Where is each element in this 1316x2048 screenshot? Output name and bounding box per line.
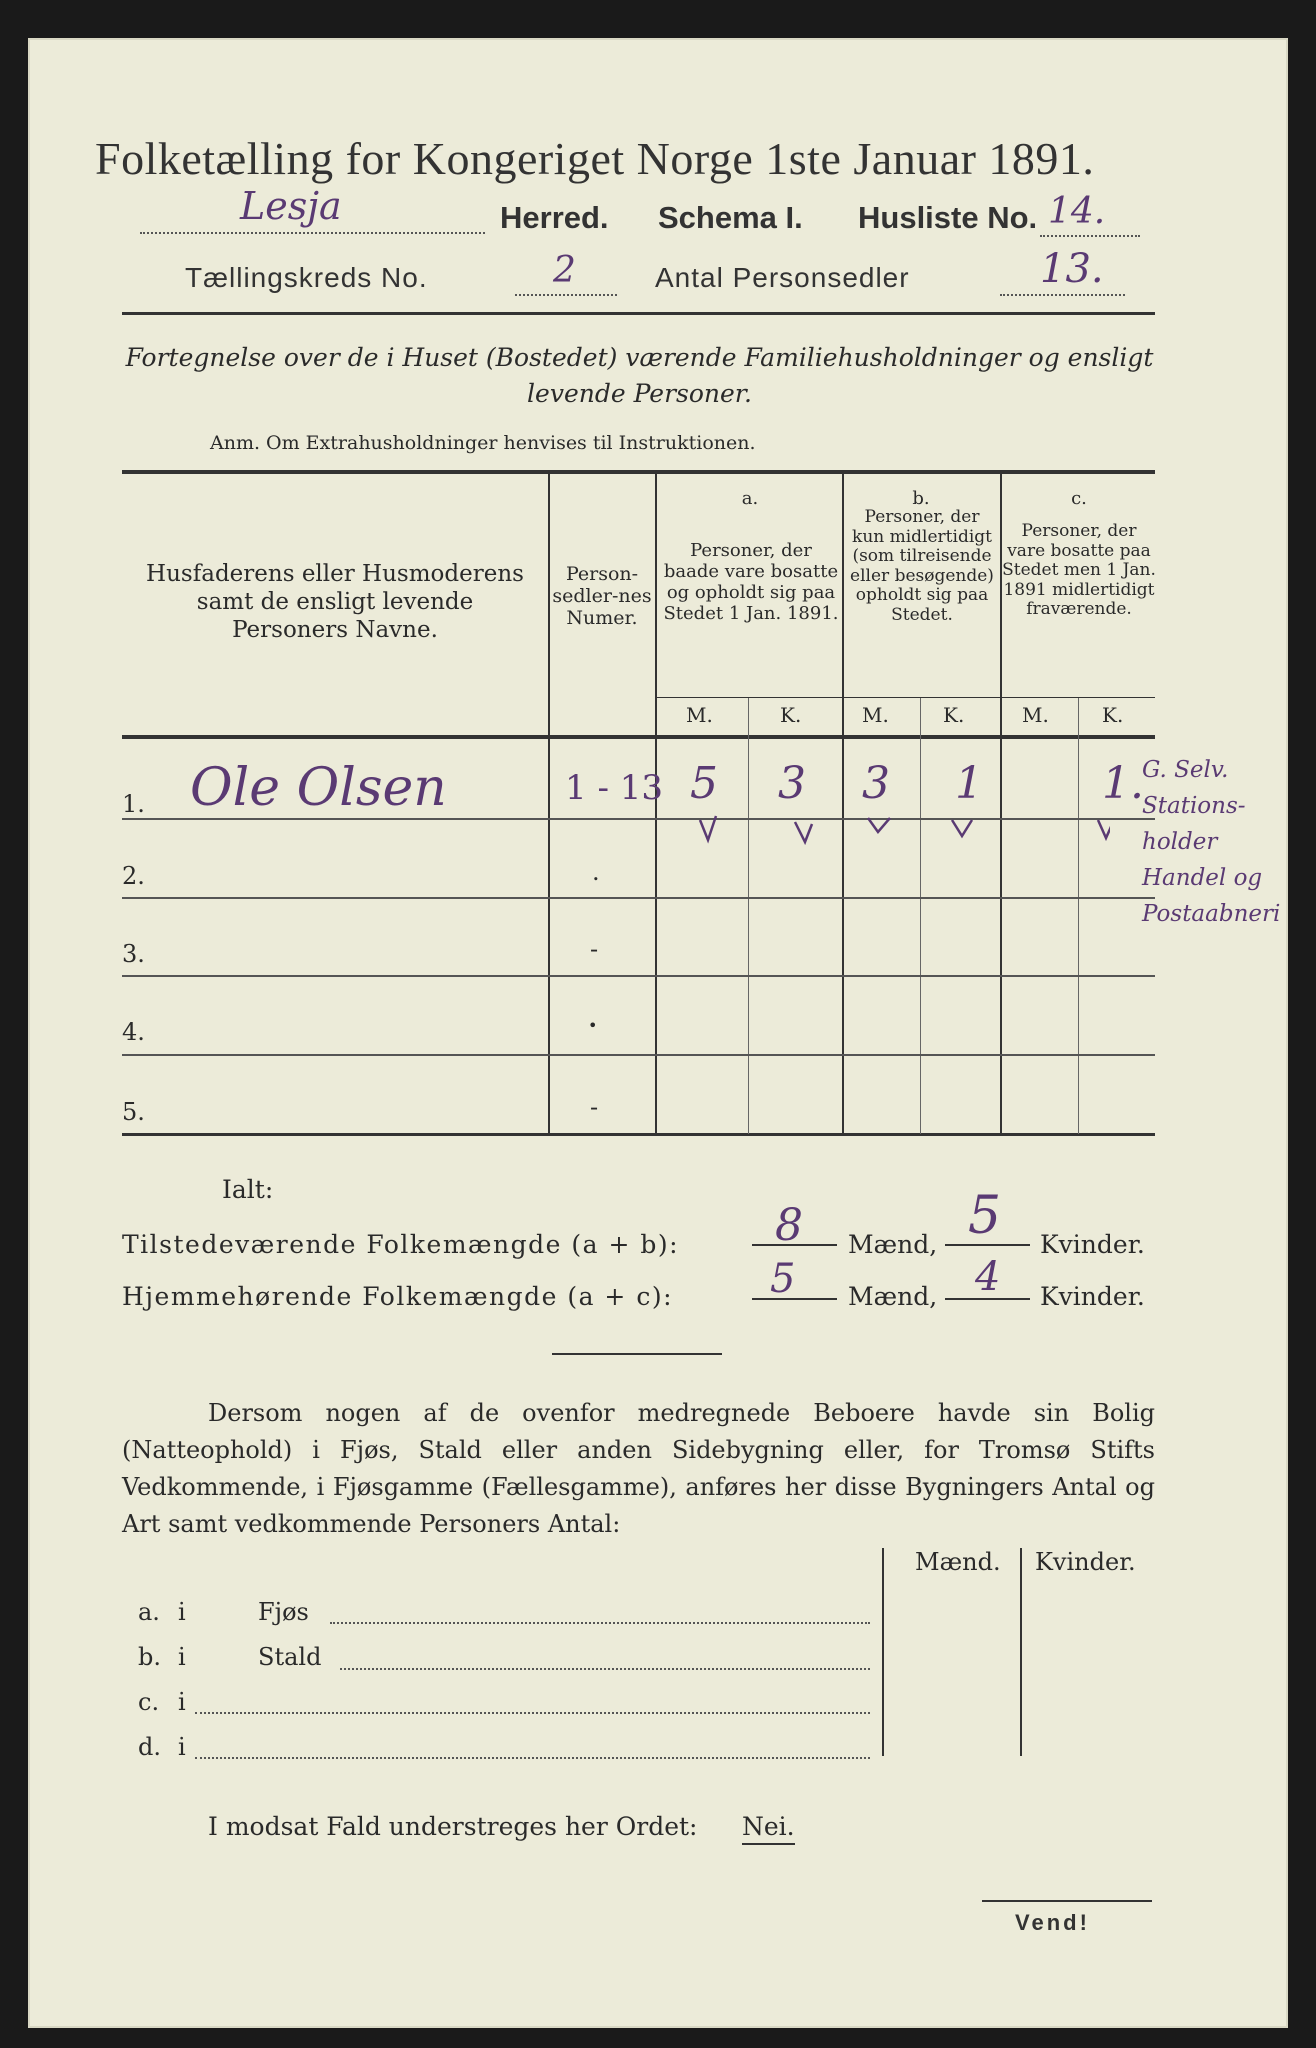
row-number: 5. — [122, 1098, 145, 1126]
building-label: Stald — [258, 1643, 322, 1671]
building-label: Fjøs — [258, 1598, 309, 1626]
buildings-col-divider — [882, 1548, 884, 1756]
antal-value: 13. — [1040, 246, 1104, 292]
row-rule — [122, 897, 1155, 899]
subtitle-line2: levende Personer. — [527, 379, 752, 408]
tilstede-kvinder: Kvinder. — [1040, 1230, 1145, 1259]
col-b-header: Personer, der kun midlertidigt (som tilreisende eller besøgende) opholdt sig paa Stedet. — [850, 507, 994, 625]
check-mark — [952, 820, 972, 836]
hjemme-kvinder: Kvinder. — [1040, 1282, 1145, 1311]
row-b-m[interactable]: 3 — [862, 758, 890, 809]
header-rule — [122, 312, 1155, 315]
row-numer[interactable]: - — [590, 1093, 599, 1121]
kreds-value: 2 — [553, 250, 576, 291]
building-prefix: i — [178, 1733, 186, 1761]
form-title: Folketælling for Kongeriget Norge 1ste Januar 1891. — [95, 133, 1095, 184]
tilstede-label: Tilstedeværende Folkemængde (a + b): — [122, 1230, 680, 1259]
maend-header: Mænd. — [915, 1548, 1001, 1576]
footer-rule — [982, 1900, 1152, 1902]
tilstede-k-value[interactable]: 5 — [968, 1186, 1002, 1246]
check-mark — [1098, 820, 1110, 838]
herred-field[interactable] — [140, 184, 485, 234]
row-numer[interactable]: . — [592, 858, 600, 886]
vend-label: Vend! — [1015, 1910, 1090, 1935]
building-dotline[interactable] — [330, 1620, 870, 1624]
kvinder-header: Kvinder. — [1035, 1548, 1136, 1576]
row-rule — [122, 1054, 1155, 1056]
kreds-label: Tællingskreds No. — [185, 262, 428, 293]
check-mark — [795, 822, 812, 842]
hjemme-label: Hjemmehørende Folkemængde (a + c): — [122, 1282, 673, 1311]
hjemme-k-value[interactable]: 4 — [975, 1254, 1001, 1300]
herred-label: Herred. — [500, 200, 609, 235]
row-a-m[interactable]: 5 — [690, 758, 718, 809]
row-a-k[interactable]: 3 — [778, 758, 806, 809]
row-b-k[interactable]: 1 — [955, 758, 983, 809]
husliste-field[interactable] — [1040, 191, 1140, 237]
building-prefix: i — [178, 1598, 186, 1626]
building-prefix: i — [178, 1688, 186, 1716]
col-divider — [842, 474, 844, 1134]
b-m-label: M. — [862, 703, 889, 727]
check-mark — [700, 816, 716, 840]
c-k-label: K. — [1102, 703, 1124, 727]
col-b-letter: b. — [912, 488, 930, 509]
check-marks — [690, 812, 1110, 848]
row-name[interactable]: Ole Olsen — [190, 758, 447, 818]
c-m-label: M. — [1022, 703, 1049, 727]
col-c-header: Personer, der vare bosatte paa Stedet men 1 Jan. 1891 midlertidigt fraværende. — [1002, 521, 1156, 619]
col-a-header: Personer, der baade vare bosatte og opholdt sig paa Stedet 1 Jan. 1891. — [663, 540, 839, 624]
col-divider-mk — [748, 698, 749, 1134]
building-letter: b. — [138, 1643, 161, 1671]
margin-note: G. Selv. Stations-holder Handel og Postaabneri — [1142, 757, 1281, 927]
building-letter: c. — [138, 1688, 160, 1716]
a-k-label: K. — [780, 703, 802, 727]
hjemme-maend: Mænd, — [848, 1282, 938, 1311]
building-dotline[interactable] — [195, 1710, 870, 1714]
row-c-k[interactable]: 1. — [1102, 758, 1144, 809]
census-form-page — [28, 38, 1288, 2028]
a-m-label: M. — [686, 703, 713, 727]
herred-value: Lesja — [240, 184, 342, 228]
row-number: 2. — [122, 862, 145, 890]
separator-rule — [552, 1353, 722, 1355]
ialt-label: Ialt: — [222, 1175, 274, 1204]
modsat-word[interactable]: Nei. — [742, 1812, 795, 1845]
row-number: 1. — [122, 790, 145, 818]
col-divider — [548, 474, 550, 1134]
building-dotline[interactable] — [195, 1755, 870, 1759]
building-prefix: i — [178, 1643, 186, 1671]
row-numer[interactable]: • — [588, 1016, 598, 1035]
hjemme-m-value[interactable]: 5 — [770, 1256, 796, 1302]
check-mark — [868, 818, 890, 832]
tilstede-maend: Mænd, — [848, 1230, 938, 1259]
row-numer[interactable]: 1 - 13 — [565, 768, 663, 808]
antal-field[interactable] — [1000, 246, 1125, 296]
col-names-header: Husfaderens eller Husmoderens samt de ensligt levende Personers Navne. — [146, 561, 524, 643]
row-numer[interactable]: - — [590, 935, 599, 963]
col-divider-mk — [1078, 698, 1079, 1134]
note-anm: Anm. Om Extrahusholdninger henvises til Instruktionen. — [210, 432, 756, 454]
row-number: 4. — [122, 1018, 145, 1046]
subtitle-line1: Fortegnelse over de i Huset (Bostedet) værende Familiehusholdninger og ensligt — [125, 343, 1154, 372]
tilstede-m-value[interactable]: 8 — [775, 1200, 803, 1251]
antal-label: Antal Personsedler — [655, 262, 910, 293]
buildings-col-divider — [1020, 1548, 1022, 1756]
col-a-letter: a. — [741, 488, 759, 509]
col-divider-mk — [920, 698, 921, 1134]
husliste-value: 14. — [1048, 191, 1106, 232]
building-letter: d. — [138, 1733, 161, 1761]
mk-header-rule — [656, 697, 1155, 698]
kreds-field[interactable] — [515, 250, 617, 296]
b-k-label: K. — [943, 703, 965, 727]
building-letter: a. — [138, 1598, 160, 1626]
row-rule — [122, 975, 1155, 977]
schema-label: Schema I. — [658, 200, 803, 235]
row-number: 3. — [122, 940, 145, 968]
building-dotline[interactable] — [340, 1666, 870, 1670]
col-numer-header: Person-sedler-nes Numer. — [552, 563, 652, 629]
col-c-letter: c. — [1071, 488, 1087, 509]
husliste-label: Husliste No. — [858, 200, 1038, 235]
buildings-paragraph: Dersom nogen af de ovenfor medregnede Beboere havde sin Bolig (Natteophold) i Fjøs, Stald eller anden Sidebygning eller, for Tromsø Stifts Vedkommende, i Fjøsgamme (Fællesgamme), anføres her disse Bygningers Antal og Art samt vedkommende Personers Antal: — [122, 1399, 1155, 1538]
modsat-text: I modsat Fald understreges her Ordet: — [208, 1812, 698, 1841]
